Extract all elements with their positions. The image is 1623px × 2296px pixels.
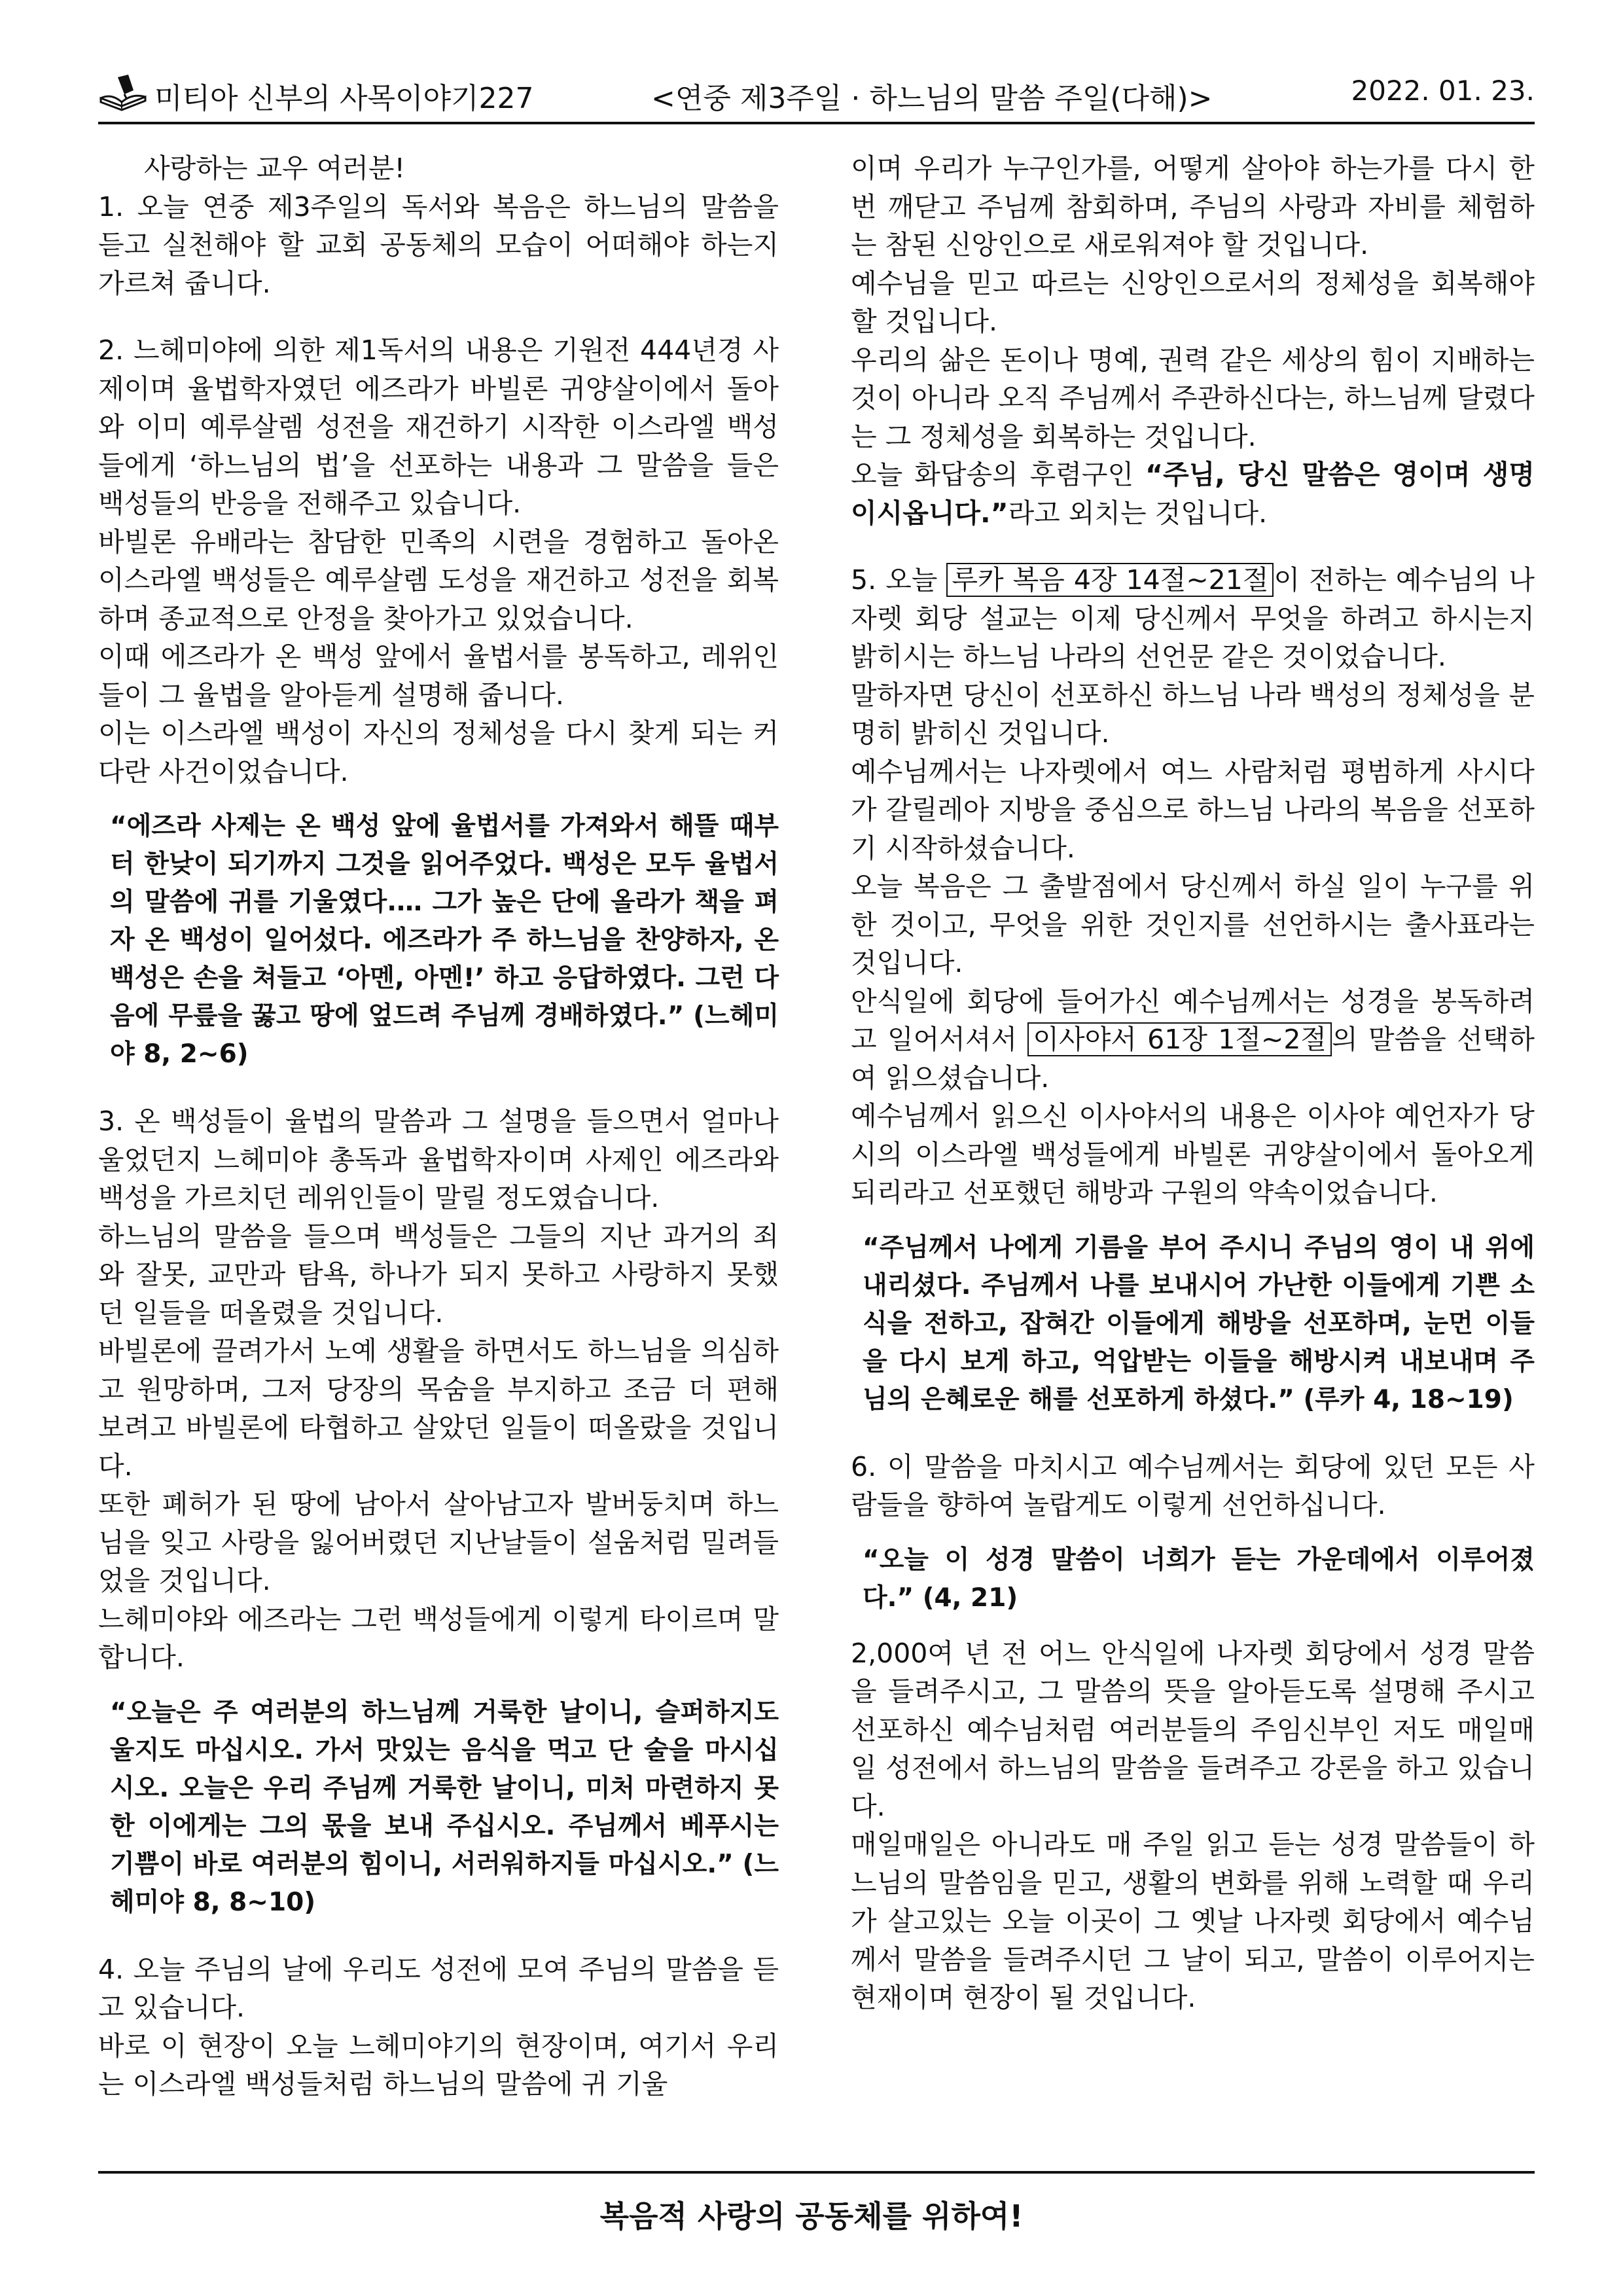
quote-nehemiah-1: “에즈라 사제는 온 백성 앞에 율법서를 가져와서 해뜰 때부터 한낮이 되기까지 그것을 읽어주었다. 백성은 모두 율법서의 말씀에 귀를 기울였다.… 그가 높은 단에 올라가 책을 펴자 온 백성이 일어섰다. 에즈라가 주 하느님을 찬양하자, 온 백성은 손을 쳐들고 ‘아멘, 아멘!’ 하고 응답하였다. 그런 다음에 무릎을 꿇고 땅에 엎드려 주님께 경배하였다.” (느헤미야 8, 2∼6): [110, 812, 779, 1069]
left-column: [98, 149, 779, 2104]
paragraph-4f-post: 라고 외치는 것입니다.: [1008, 497, 1268, 529]
footer-divider: [98, 2171, 1535, 2174]
footer-motto: 복음적 사랑의 공동체를 위하여!: [599, 2198, 1024, 2234]
paragraph-5a-pre: 5. 오늘: [851, 564, 947, 596]
paragraph-3c: 바빌론에 끌려가서 노예 생활을 하면서도 하느님을 의심하고 원망하며, 그저 당장의 목숨을 부지하고 조금 더 편해 보려고 바빌론에 타협하고 살았던 일들이 떠올랐을 것입니다.: [98, 1335, 779, 1482]
paragraph-5e-pre: 안식일에 회당에 들어가신 예수님께서는 성경을 봉독하려고 일어서셔서: [851, 985, 1535, 1055]
paragraph-4e: 우리의 삶은 돈이나 명예, 권력 같은 세상의 힘이 지배하는 것이 아니라 오직 주님께서 주관하신다는, 하느님께 달렸다는 그 정체성을 회복하는 것입니다.: [851, 344, 1535, 452]
paragraph-2a: 2. 느헤미야에 의한 제1독서의 내용은 기원전 444년경 사제이며 율법학자였던 에즈라가 바빌론 귀양살이에서 돌아와 이미 예루살렘 성전을 재건하기 시작한 이스라엘 백성들에게 ‘하느님의 법’을 선포하는 내용과 그 말씀을 들은 백성들의 반응을 전해주고 있습니다.: [98, 334, 779, 519]
quote-nehemiah-2: “오늘은 주 여러분의 하느님께 거룩한 날이니, 슬퍼하지도 울지도 마십시오. 가서 맛있는 음식을 먹고 단 술을 마시십시오. 오늘은 우리 주님께 거룩한 날이니, 미처 마련하지 못한 이에게는 그의 몫을 보내 주십시오. 주님께서 베푸시는 기쁨이 바로 여러분의 힘이니, 서러워하지들 마십시오.” (느헤미야 8, 8∼10): [110, 1697, 779, 1917]
paragraph-3b: 하느님의 말씀을 들으며 백성들은 그들의 지난 과거의 죄와 잘못, 교만과 탐욕, 하나가 되지 못하고 사랑하지 못했던 일들을 떠올렸을 것입니다.: [98, 1220, 779, 1329]
paragraph-5b: 말하자면 당신이 선포하신 하느님 나라 백성의 정체성을 분명히 밝히신 것입니다.: [851, 679, 1535, 749]
paragraph-4f-pre: 오늘 화답송의 후렴구인: [851, 459, 1146, 490]
paragraph-3a: 3. 온 백성들이 율법의 말씀과 그 설명을 들으면서 얼마나 울었던지 느헤미야 총독과 율법학자이며 사제인 에즈라와 백성을 가르치던 레위인들이 말릴 정도였습니다.: [98, 1105, 779, 1213]
paragraph-5e: [851, 982, 1535, 1098]
paragraph-5a: [851, 561, 1535, 676]
paragraph-5e-post: 의 말씀을 선택하여 읽으셨습니다.: [851, 1024, 1535, 1094]
paragraph-2c: 이때 에즈라가 온 백성 앞에서 율법서를 봉독하고, 레위인들이 그 율법을 알아듣게 설명해 줍니다.: [98, 641, 779, 711]
paragraph-5d: 오늘 복음은 그 출발점에서 당신께서 하실 일이 누구를 위한 것이고, 무엇을 위한 것인지를 선언하시는 출사표라는 것입니다.: [851, 870, 1535, 978]
page-header: [98, 60, 1535, 126]
quote-luke-21: “오늘 이 성경 말씀이 너희가 듣는 가운데에서 이루어졌다.” (4, 21): [863, 1545, 1535, 1613]
isaiah-reference: 이사야서 61장 1절∼2절: [1027, 1022, 1332, 1056]
psalm-refrain: “주님, 당신 말씀은 영이며 생명이시옵니다.”: [851, 459, 1535, 529]
paragraph-5f: 예수님께서 읽으신 이사야서의 내용은 이사야 예언자가 당시의 이스라엘 백성들에게 바빌론 귀양살이에서 돌아오게 되리라고 선포했던 해방과 구원의 약속이었습니다.: [851, 1100, 1535, 1208]
paragraph-4d: 예수님을 믿고 따르는 신앙인으로서의 정체성을 회복해야 할 것입니다.: [851, 267, 1535, 337]
series-title: 미티아 신부의 사목이야기227: [154, 82, 534, 115]
paragraph-6c: 매일매일은 아니라도 매 주일 읽고 듣는 성경 말씀들이 하느님의 말씀임을 믿고, 생활의 변화를 위해 노력할 때 우리가 살고있는 오늘 이곳이 그 옛날 나자렛 회당에서 예수님께서 말씀을 들려주시던 그 날이 되고, 말씀이 이루어지는 현재이며 현장이 될 것입니다.: [851, 1829, 1535, 2013]
paragraph-1: 1. 오늘 연중 제3주일의 독서와 복음은 하느님의 말씀을 듣고 실천해야 할 교회 공동체의 모습이 어떠해야 하는지 가르쳐 줍니다.: [98, 190, 779, 299]
sunday-title: <연중 제3주일 · 하느님의 말씀 주일(다해)>: [651, 82, 1213, 115]
paragraph-3d: 또한 폐허가 된 땅에 남아서 살아남고자 발버둥치며 하느님을 잊고 사랑을 잃어버렸던 지난날들이 설움처럼 밀려들었을 것입니다.: [98, 1488, 779, 1596]
paragraph-4a: 4. 오늘 주님의 날에 우리도 성전에 모여 주님의 말씀을 듣고 있습니다.: [98, 1953, 779, 2023]
paragraph-3e: 느헤미야와 에즈라는 그런 백성들에게 이렇게 타이르며 말합니다.: [98, 1603, 779, 1673]
quote-luke: “주님께서 나에게 기름을 부어 주시니 주님의 영이 내 위에 내리셨다. 주님께서 나를 보내시어 가난한 이들에게 기쁜 소식을 전하고, 잡혀간 이들에게 해방을 선포하며, 눈먼 이들을 다시 보게 하고, 억압받는 이들을 해방시켜 내보내며 주님의 은혜로운 해를 선포하게 하셨다.” (루카 4, 18∼19): [863, 1232, 1535, 1414]
paragraph-4f: [851, 456, 1535, 532]
paragraph-5a-post: 이 전하는 예수님의 나자렛 회당 설교는 이제 당신께서 무엇을 하려고 하시는지 밝히시는 하느님 나라의 선언문 같은 것이었습니다.: [851, 564, 1535, 672]
paragraph-6b: 2,000여 년 전 어느 안식일에 나자렛 회당에서 성경 말씀을 들려주시고, 그 말씀의 뜻을 알아듣도록 설명해 주시고 선포하신 예수님처럼 여러분들의 주임신부인 저도 매일매일 성전에서 하느님의 말씀을 들려주고 강론을 하고 있습니다.: [851, 1637, 1535, 1822]
paragraph-2d: 이는 이스라엘 백성이 자신의 정체성을 다시 찾게 되는 커다란 사건이었습니다.: [98, 717, 779, 787]
header-divider: [98, 122, 1535, 124]
paragraph-4b: 바로 이 현장이 오늘 느헤미야기의 현장이며, 여기서 우리는 이스라엘 백성들처럼 하느님의 말씀에 귀 기울: [98, 2030, 779, 2100]
paragraph-4c: 이며 우리가 누구인가를, 어떻게 살아야 하는가를 다시 한번 깨닫고 주님께 참회하며, 주님의 사랑과 자비를 체험하는 참된 신앙인으로 새로워져야 할 것입니다.: [851, 152, 1535, 260]
greeting: 사랑하는 교우 여러분!: [144, 152, 405, 184]
right-column: [851, 149, 1535, 2017]
date: 2022. 01. 23.: [1351, 75, 1535, 107]
paragraph-2b: 바빌론 유배라는 참담한 민족의 시련을 경험하고 돌아온 이스라엘 백성들은 예루살렘 도성을 재건하고 성전을 회복하며 종교적으로 안정을 찾아가고 있었습니다.: [98, 526, 779, 634]
paragraph-6a: 6. 이 말씀을 마치시고 예수님께서는 회당에 있던 모든 사람들을 향하여 놀랍게도 이렇게 선언하십니다.: [851, 1450, 1535, 1520]
gospel-reference: 루카 복음 4장 14절∼21절: [946, 563, 1274, 597]
paragraph-5c: 예수님께서는 나자렛에서 여느 사람처럼 평범하게 사시다가 갈릴레아 지방을 중심으로 하느님 나라의 복음을 선포하기 시작하셨습니다.: [851, 755, 1535, 864]
book-pen-icon: [98, 72, 148, 114]
